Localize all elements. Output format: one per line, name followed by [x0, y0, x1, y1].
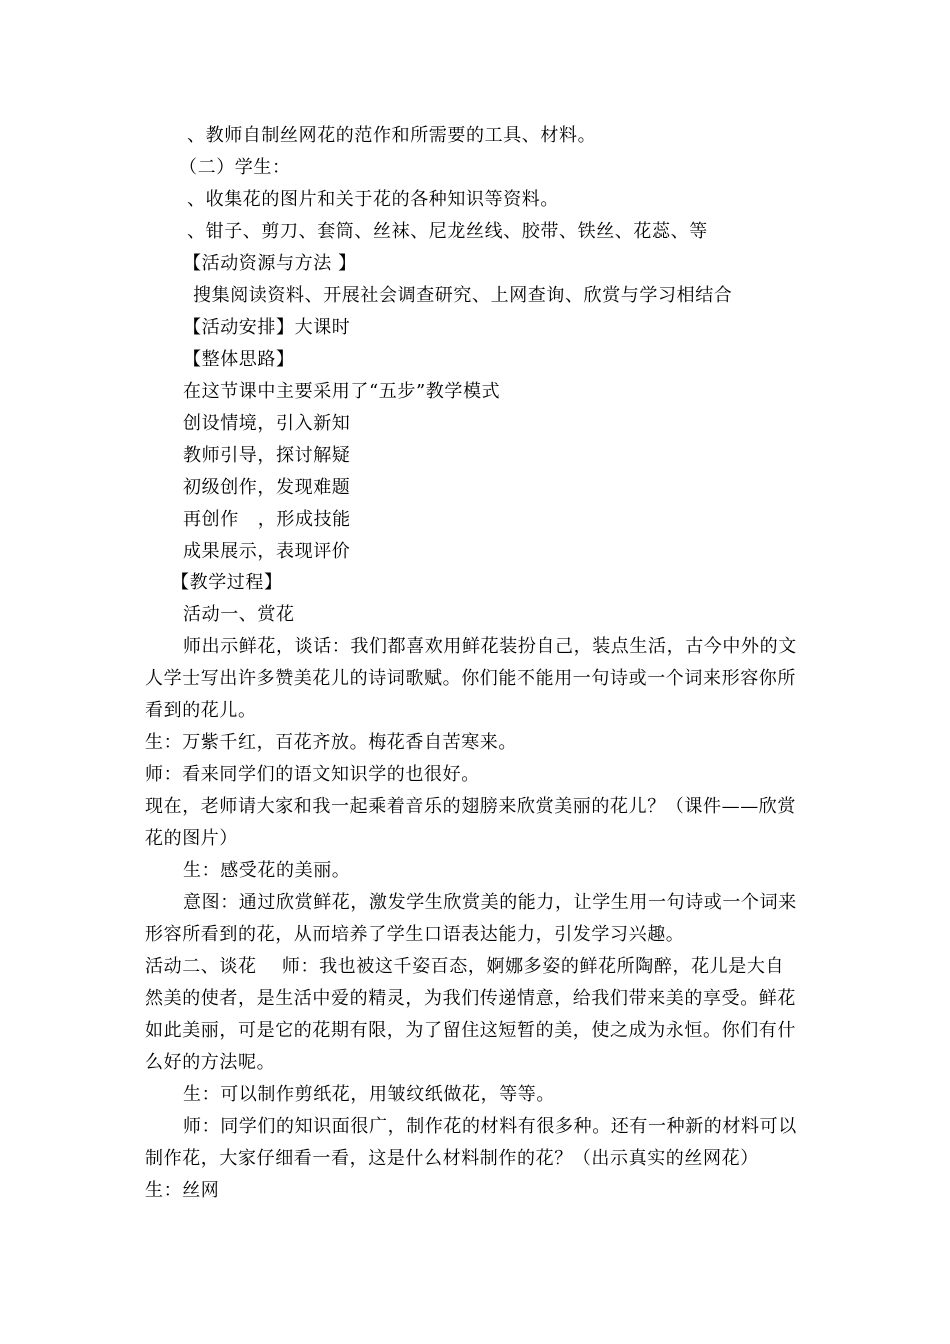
- text-line: 创设情境，引入新知: [183, 413, 351, 434]
- text-line: 教师引导，探讨解疑: [183, 445, 351, 466]
- section-heading: 【教学过程】: [171, 572, 283, 593]
- section-heading: 【活动安排】大课时: [183, 317, 351, 338]
- text-line: 人学士写出许多赞美花儿的诗词歌赋。你们能不能用一句诗或一个词来形容你所: [145, 668, 796, 689]
- text-line: 、收集花的图片和关于花的各种知识等资料。: [187, 189, 559, 210]
- text-line: 师：看来同学们的语文知识学的也很好。: [145, 764, 480, 785]
- section-heading: 【活动资源与方法 】: [183, 253, 357, 274]
- text-line: 生：丝网: [145, 1180, 220, 1201]
- text-line: 现在，老师请大家和我一起乘着音乐的翅膀来欣赏美丽的花儿？（课件——欣赏: [145, 796, 796, 817]
- text-line: 师：同学们的知识面很广，制作花的材料有很多种。还有一种新的材料可以: [183, 1116, 797, 1137]
- text-line: 初级创作，发现难题: [183, 477, 351, 498]
- text-line: 搜集阅读资料、开展社会调查研究、上网查询、欣赏与学习相结合: [193, 285, 733, 306]
- text-line: 生：万紫千红，百花齐放。梅花香自苦寒来。: [145, 732, 517, 753]
- text-line: 生：感受花的美丽。: [183, 860, 351, 881]
- text-line: 活动二、谈花 师：我也被这千姿百态，婀娜多姿的鲜花所陶醉，花儿是大自: [145, 956, 785, 977]
- text-line: （二）学生：: [179, 157, 291, 178]
- text-line: 么好的方法呢。: [145, 1052, 276, 1073]
- text-line: 成果展示，表现评价: [183, 541, 351, 562]
- text-line: 意图：通过欣赏鲜花，激发学生欣赏美的能力，让学生用一句诗或一个词来: [183, 892, 797, 913]
- section-heading: 【整体思路】: [183, 349, 295, 370]
- text-line: 制作花，大家仔细看一看，这是什么材料制作的花？（出示真实的丝网花）: [145, 1148, 759, 1169]
- text-line: 师出示鲜花，谈话：我们都喜欢用鲜花装扮自己，装点生活，古今中外的文: [183, 636, 797, 657]
- text-line: 形容所看到的花，从而培养了学生口语表达能力，引发学习兴趣。: [145, 924, 685, 945]
- text-line: 、教师自制丝网花的范作和所需要的工具、材料。: [187, 125, 597, 146]
- text-line: 再创作 ，形成技能: [183, 509, 351, 530]
- text-line: 如此美丽，可是它的花期有限，为了留住这短暂的美，使之成为永恒。你们有什: [145, 1020, 796, 1041]
- text-line: 、钳子、剪刀、套筒、丝袜、尼龙丝线、胶带、铁丝、花蕊、等: [187, 221, 708, 242]
- text-line: 活动一、赏花: [183, 604, 295, 625]
- text-line: 在这节课中主要采用了“五步”教学模式: [183, 381, 501, 402]
- text-line: 看到的花儿。: [145, 700, 257, 721]
- text-line: 生：可以制作剪纸花，用皱纹纸做花，等等。: [183, 1084, 555, 1105]
- text-line: 花的图片）: [145, 828, 238, 849]
- text-line: 然美的使者，是生活中爱的精灵，为我们传递情意，给我们带来美的享受。鲜花: [145, 988, 796, 1009]
